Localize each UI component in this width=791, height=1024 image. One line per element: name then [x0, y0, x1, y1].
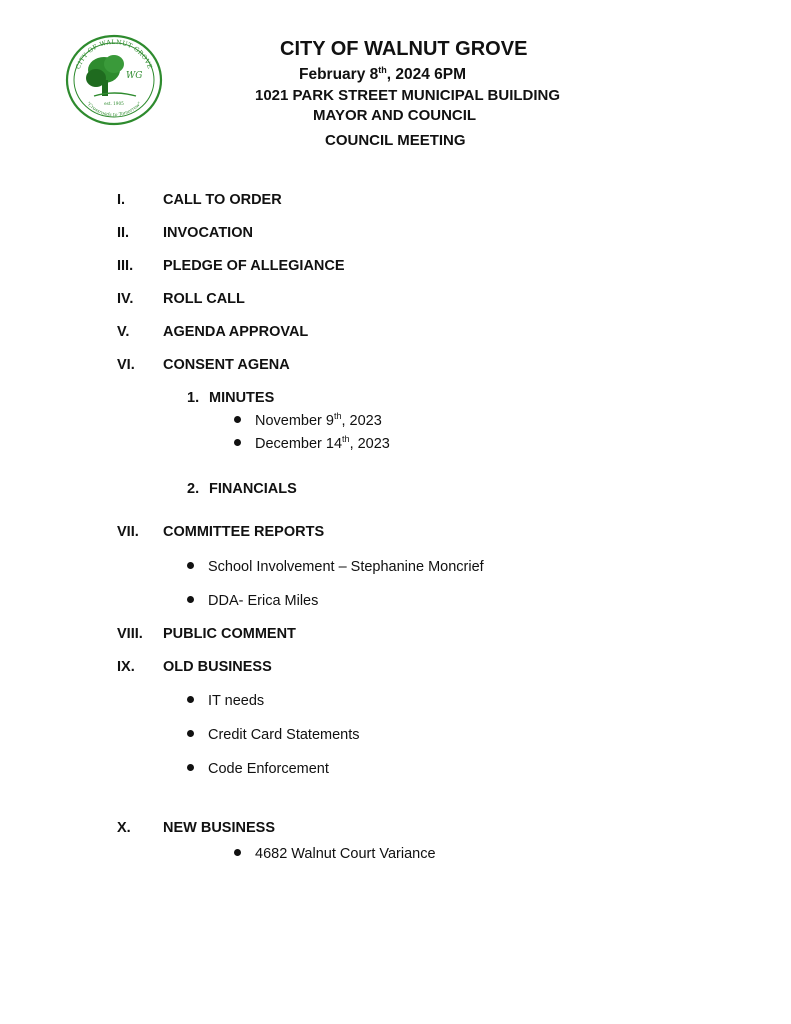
agenda-item-title: PUBLIC COMMENT: [163, 626, 296, 642]
new-business-item: [234, 846, 436, 862]
new-business-text: 4682 Walnut Court Variance: [255, 846, 436, 862]
date-suffix: th: [333, 411, 342, 422]
old-business-item: [187, 727, 360, 743]
agenda-item-title: CALL TO ORDER: [163, 192, 282, 208]
agenda-item-public-comment: [0, 626, 791, 648]
header-city-name: CITY OF WALNUT GROVE: [280, 38, 528, 60]
sub-item-number: 2.: [187, 481, 200, 497]
agenda-item-number: X.: [117, 820, 131, 836]
committee-report-text: DDA- Erica Miles: [208, 593, 319, 609]
date-suffix: th: [378, 64, 387, 75]
minutes-date-year: , 2023: [349, 436, 390, 452]
agenda-item-title: OLD BUSINESS: [163, 659, 272, 675]
date-month: February 8: [299, 66, 379, 83]
agenda-item-call-to-order: [0, 192, 791, 214]
agenda-item-number: VII.: [117, 524, 139, 540]
city-seal-logo: [64, 34, 164, 126]
agenda-item-title: NEW BUSINESS: [163, 820, 275, 836]
minutes-date-year: , 2023: [341, 413, 382, 429]
bullet-icon: [187, 562, 194, 569]
bullet-icon: [187, 730, 194, 737]
agenda-item-title: INVOCATION: [163, 225, 253, 241]
agenda-item-number: II.: [117, 225, 130, 241]
minutes-date-text: December 14: [255, 436, 343, 452]
header-meeting-type: COUNCIL MEETING: [325, 132, 466, 149]
agenda-item-pledge: [0, 258, 791, 280]
bullet-icon: [187, 764, 194, 771]
agenda-item-title: COMMITTEE REPORTS: [163, 524, 325, 540]
agenda-item-committee-reports: [0, 524, 791, 546]
sub-item-label: FINANCIALS: [209, 481, 297, 497]
agenda-item-number: V.: [117, 324, 130, 340]
seal-est: est. 1905: [104, 101, 124, 106]
old-business-text: IT needs: [208, 693, 265, 709]
agenda-item-title: CONSENT AGENA: [163, 357, 290, 373]
agenda-item-new-business: [0, 820, 791, 842]
seal-monogram: WG: [126, 71, 143, 81]
agenda-item-title: PLEDGE OF ALLEGIANCE: [163, 258, 345, 274]
date-rest: , 2024 6PM: [386, 66, 467, 83]
agenda-item-agenda-approval: [0, 324, 791, 346]
minutes-date-item: [234, 436, 390, 452]
sub-item-number: 1.: [187, 390, 200, 406]
bullet-icon: [234, 416, 241, 423]
agenda-item-number: IX.: [117, 659, 135, 675]
agenda-item-number: III.: [117, 258, 134, 274]
committee-report-item: [187, 593, 318, 609]
minutes-date-text: November 9: [255, 413, 334, 429]
agenda-item-roll-call: [0, 291, 791, 313]
agenda-item-invocation: [0, 225, 791, 247]
tree-seal-icon: [64, 34, 164, 126]
consent-minutes: [187, 390, 274, 406]
agenda-item-number: VIII.: [117, 626, 143, 642]
date-suffix: th: [342, 434, 350, 445]
header-governing-body: MAYOR AND COUNCIL: [313, 107, 477, 124]
agenda-item-number: IV.: [117, 291, 134, 307]
old-business-text: Credit Card Statements: [208, 727, 360, 743]
seal-top-text: CITY OF WALNUT GROVE: [74, 38, 154, 71]
header-location: 1021 PARK STREET MUNICIPAL BUILDING: [255, 87, 561, 104]
old-business-item: [187, 761, 329, 777]
minutes-date-item: [234, 413, 382, 429]
consent-financials: [187, 481, 297, 497]
header-meeting-date: [299, 66, 466, 84]
bullet-icon: [187, 696, 194, 703]
bullet-icon: [234, 849, 241, 856]
old-business-item: [187, 693, 264, 709]
agenda-item-number: I.: [117, 192, 126, 208]
bullet-icon: [187, 596, 194, 603]
agenda-item-consent-agenda: [0, 357, 791, 379]
sub-item-label: MINUTES: [209, 390, 275, 406]
old-business-text: Code Enforcement: [208, 761, 329, 777]
agenda-item-old-business: [0, 659, 791, 681]
agenda-item-number: VI.: [117, 357, 135, 373]
seal-motto: "Crossroads to Tomorrow": [85, 101, 143, 119]
committee-report-item: [187, 559, 484, 575]
committee-report-text: School Involvement – Stephanine Moncrief: [208, 559, 484, 575]
agenda-item-title: ROLL CALL: [163, 291, 245, 307]
agenda-item-title: AGENDA APPROVAL: [163, 324, 309, 340]
bullet-icon: [234, 439, 241, 446]
